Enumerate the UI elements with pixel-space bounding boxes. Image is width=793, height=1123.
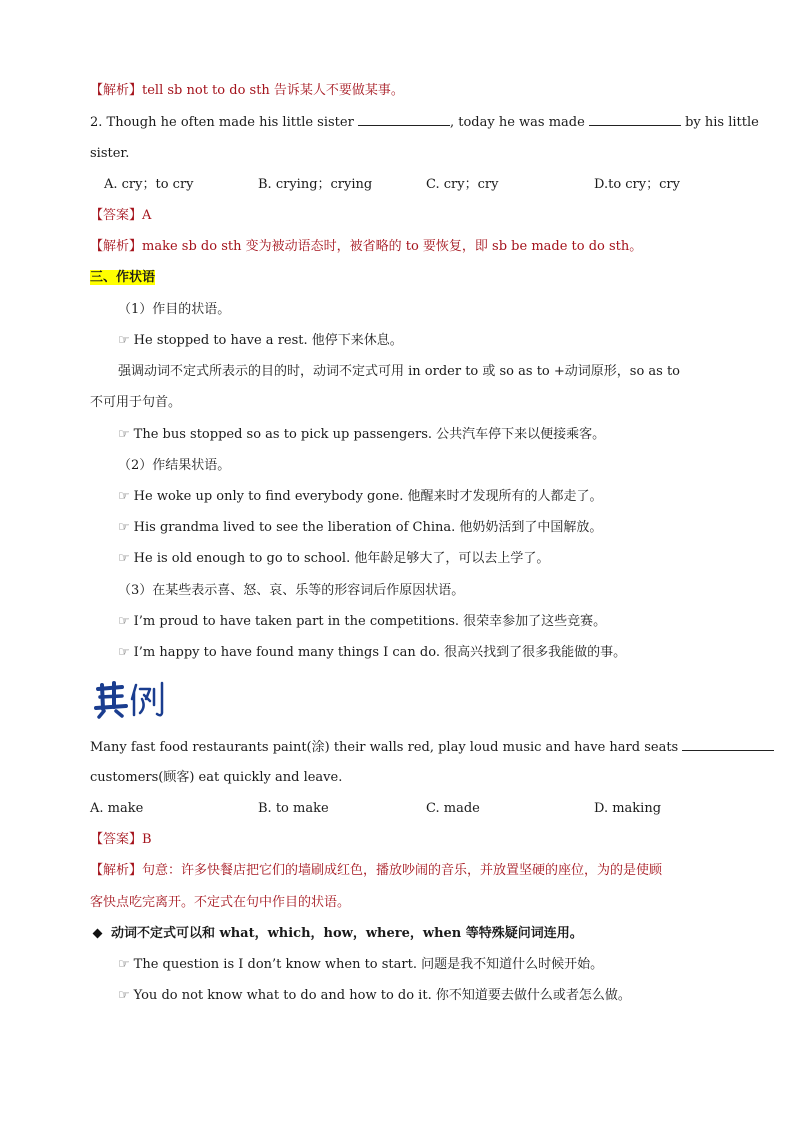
example-text: His grandma lived to see the liberation of China. 他奶奶活到了中国解放。 [133,520,603,535]
example-line [118,613,606,631]
analysis-line [90,862,662,880]
example-line [118,426,605,444]
explanation-line: 不可用于句首。 [90,395,182,410]
example-text: I’m happy to have found many things I can do. 很高兴找到了很多我能做的事。 [133,645,627,660]
example-text: The bus stopped so as to pick up passengers. 公共汽车停下来以便接乘客。 [133,427,606,442]
section-heading [90,269,155,287]
question-text: Many fast food restaurants paint(涂) their walls red, play loud music and have hard seats [90,740,679,755]
analysis-text: make sb do sth 变为被动语态时，被省略的 to 要恢复，即 sb be made to do sth。 [142,239,643,254]
pointing-hand-icon: ☞ [118,520,130,535]
option-a: A. make [90,801,144,816]
example-question-line1 [90,738,774,757]
example-text: He stopped to have a rest. 他停下来休息。 [133,333,403,348]
question-text: by his little [685,115,759,130]
analysis-line [90,238,642,256]
question-number: 2. [90,115,103,130]
example-line [118,987,631,1005]
pointing-hand-icon: ☞ [118,957,130,972]
section-heading-text: 三、作状语 [90,270,156,285]
bullet-line [94,925,583,943]
pointing-hand-icon: ☞ [118,551,130,566]
example-question-line2: customers(顾客) eat quickly and leave. [90,770,343,785]
subheading-result: （2）作结果状语。 [118,458,231,473]
answer-blank [682,738,774,751]
question-2-line2: sister. [90,146,130,161]
example-line [118,332,403,350]
option-a: A. cry；to cry [104,177,194,192]
pointing-hand-icon: ☞ [118,614,130,629]
question-2-line1 [90,113,759,132]
example-text: He woke up only to find everybody gone. 他醒来时才发现所有的人都走了。 [133,489,603,504]
explanation-line: 强调动词不定式所表示的目的时，动词不定式可用 in order to 或 so as to +动词原形，so as to [118,364,681,379]
analysis-prefix: 【解析】 [90,83,143,98]
option-c: C. made [426,801,480,816]
bullet-text: 动词不定式可以和 what，which，how，where，when 等特殊疑问词连用。 [111,926,583,941]
subheading-purpose: （1）作目的状语。 [118,302,231,317]
example-line [118,519,602,537]
answer-value: B [142,832,152,847]
option-d: D. making [594,801,662,816]
example-text: I’m proud to have taken part in the competitions. 很荣幸参加了这些竞赛。 [133,614,607,629]
question-text: Though he often made his little sister [106,115,354,130]
pointing-hand-icon: ☞ [118,489,130,504]
option-b: B. crying；crying [258,177,373,192]
option-c: C. cry；cry [426,177,499,192]
answer-line [90,207,151,225]
analysis-text: 句意：许多快餐店把它们的墙刷成红色，播放吵闹的音乐，并放置坚硬的座位，为的是使顾 [142,863,663,878]
example-line [118,644,626,662]
example-text: He is old enough to go to school. 他年龄足够大了，可以去上学了。 [133,551,550,566]
analysis-line [90,82,404,100]
pointing-hand-icon: ☞ [118,988,130,1003]
answer-line [90,831,152,849]
analysis-line: 客快点吃完离开。不定式在句中作目的状语。 [90,895,351,910]
answer-prefix: 【答案】 [90,208,143,223]
answer-blank [358,113,450,126]
answer-blank [589,113,681,126]
subheading-cause: （3）在某些表示喜、怒、哀、乐等的形容词后作原因状语。 [118,583,465,598]
analysis-prefix: 【解析】 [90,863,143,878]
answer-value: A [142,208,152,223]
example-line [118,488,603,506]
example-line [118,956,603,974]
option-b: B. to make [258,801,329,816]
example-line [118,550,549,568]
example-text: The question is I don’t know when to start. 问题是我不知道什么时候开始。 [133,957,604,972]
analysis-prefix: 【解析】 [90,239,143,254]
answer-prefix: 【答案】 [90,832,143,847]
example-text: You do not know what to do and how to do it. 你不知道要去做什么或者怎么做。 [133,988,631,1003]
option-d: D.to cry；cry [594,177,680,192]
example-logo [92,679,172,719]
diamond-bullet-icon [93,929,103,939]
analysis-text: tell sb not to do sth 告诉某人不要做某事。 [142,83,404,98]
pointing-hand-icon: ☞ [118,333,130,348]
pointing-hand-icon: ☞ [118,645,130,660]
pointing-hand-icon: ☞ [118,427,130,442]
question-text: , today he was made [449,115,585,130]
